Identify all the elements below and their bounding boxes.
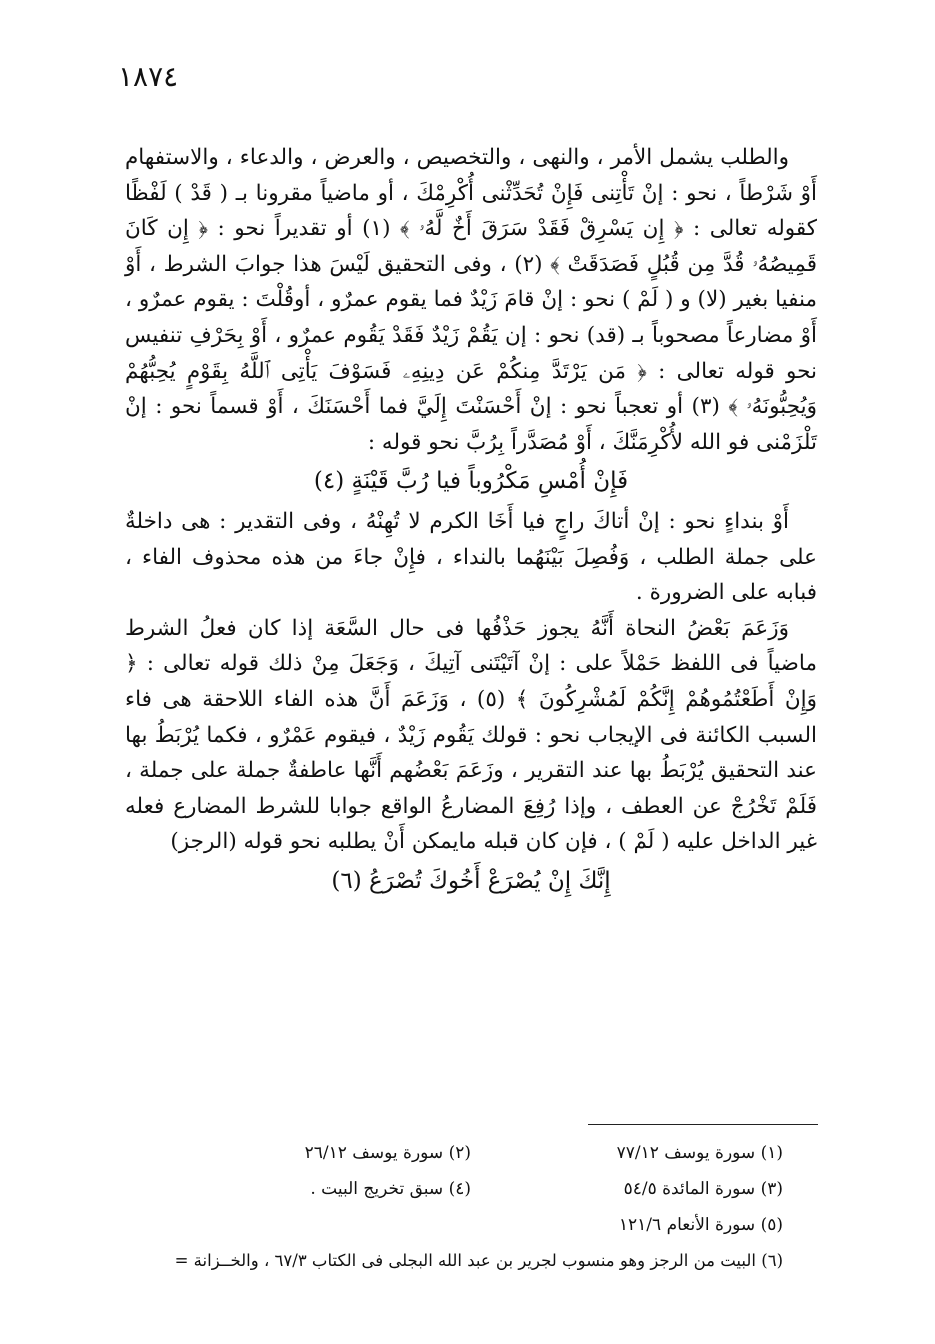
footnote-3: (٣) سورة المائدة ٥٤/٥ — [623, 1179, 783, 1199]
footnote-5: (٥) سورة الأنعام ١٢١/٦ — [618, 1215, 783, 1235]
footnote-1: (١) سورة يوسف ٧٧/١٢ — [616, 1143, 783, 1163]
page-number: ١٨٧٤ — [118, 60, 179, 93]
paragraph-1: والطلب يشمل الأمر ، والنهى ، والتخصيص ، والعرض ، والدعاء ، والاستفهام أَوْ شَرْطاً ، نحو : إنْ تَأْتِنى فَإِنْ تُحَدِّثْنى أُكْرِمْكَ ، أو ماضياً مقرونا بـ ( قَدْ ) لَفْظًا كقوله تعالى : ﴿ إِن يَسْرِقْ فَقَدْ سَرَقَ أَخٌ لَّهُۥ ﴾ (١) أو تقديراً نحو : ﴿ إِن كَانَ قَمِيصُهُۥ قُدَّ مِن قُبُلٍ فَصَدَقَتْ ﴾ (٢) ، وفى التحقيق لَيْسَ هذا جوابَ الشرط ، أَوْ منفيا بغير (لا) و ( لَمْ ) نحو : إنْ قامَ زَيْدٌ فما يقوم عمرٌو ، أوقُلْتَ : يقوم عمرٌو ، أَوْ مضارعاً مصحوباً بـ (قد) نحو : إن يَقُمْ زَيْدٌ فَقَدْ يَقُوم عمرٌو ، أَوْ بِحَرْفِ تنفيس نحو قوله تعالى : ﴿ مَن يَرْتَدَّ مِنكُمْ عَن دِينِهِۦ فَسَوْفَ يَأْتِى ٱللَّهُ بِقَوْمٍ يُحِبُّهُمْ وَيُحِبُّونَهُۥ ﴾ (٣) أو تعجباً نحو : إنْ أَحْسَنْتَ إِلَيَّ فما أَحْسَنَكَ ، أَوْ قسماً نحو : إنْ تَلْزَمْنى فو الله لأُكْرِمَنَّكَ ، أَوْ مُصَدَّراً بِرُبَّ نحو قوله : — [125, 145, 818, 455]
main-text — [125, 140, 817, 903]
footnote-2: (٢) سورة يوسف ٢٦/١٢ — [304, 1143, 471, 1163]
footnote-row-1 — [125, 1135, 817, 1171]
verse-line-2: إِنَّكَ إِنْ يُصْرَعْ أَخُوكَ تُصْرَعُ (٦) — [331, 867, 611, 894]
footnotes — [125, 1135, 817, 1279]
footnote-6: (٦) البيت من الرجز وهو منسوب لجرير بن عبد الله البجلى فى الكتاب ٦٧/٣ ، والخــزانة = — [174, 1251, 783, 1270]
paragraph-2: أَوْ بنداءٍ نحو : إنْ أتاكَ راجٍ فيا أَخَا الكرم لا تُهِنْهُ ، وفى التقدير : هى داخلةٌ على جملة الطلب ، وَفُصِلَ بَيْنَهُما بالنداء ، فإِنْ جاءَ من هذه محذوف الفاء ، فبابه على الضرورة . — [125, 508, 817, 606]
footnote-row-2 — [125, 1171, 817, 1207]
verse-line-1: فَإِنْ أُمْسِ مَكْرُوباً فيا رُبَّ قَيْنَةٍ (٤) — [313, 468, 629, 495]
footnote-4: (٤) سبق تخريج البيت . — [310, 1179, 471, 1199]
footnote-separator — [588, 1124, 818, 1125]
paragraph-3: وَزَعَمَ بَعْضُ النحاة أَنَّهُ يجوز حَذْفُها فى حال السَّعَة إذا كان فعلُ الشرط ماضياً فى اللفظ حَمْلاً على : إنْ آتَيْتَنى آتِيكَ ، وَجَعَلَ مِنْ ذلك قوله تعالى : ﴿ وَإِنْ أَطَعْتُمُوهُمْ إِنَّكُمْ لَمُشْرِكُونَ ﴾ (٥) ، وَزَعَمَ أَنَّ هذه الفاء اللاحقة هى فاء السبب الكائنة فى الإيجاب نحو : قولك يَقُوم زَيْدٌ ، فيقوم عَمْرٌو ، فكما يُرْبَطُ بها عند التحقيق يُرْبَطُ بها عند التقرير ، وزَعَمَ بَعْضُهم أَنَّها عاطفةٌ جملة على جملة ، فَلَمْ تَخْرُجْ عن العطف ، وإذا رُفِعَ المضارعُ الواقع جوابا للشرط المضارع فعله غير الداخل عليه ( لَمْ ) ، فإن كان قبله مايمكن أَنْ يطلبه نحو قوله (الرجز) — [125, 615, 818, 855]
